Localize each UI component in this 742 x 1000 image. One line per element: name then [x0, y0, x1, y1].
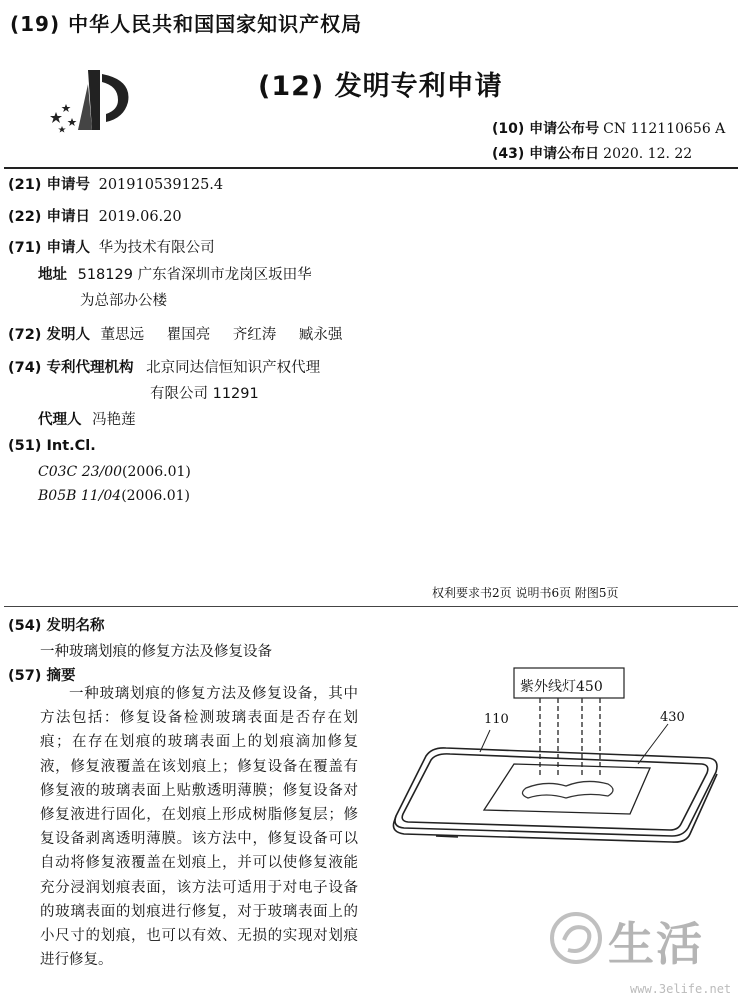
- agent-name: 冯艳莲: [92, 412, 136, 428]
- title-label-row: [8, 614, 104, 635]
- repair-film: [484, 764, 650, 814]
- header-divider: [4, 167, 738, 169]
- filing-date: 2019.06.20: [98, 209, 182, 225]
- title-label: (54) 发明名称: [8, 618, 105, 634]
- section-divider: [4, 606, 738, 607]
- inventors-row: [8, 323, 342, 344]
- device-label-110: 110: [484, 712, 509, 727]
- watermark-url: www.3elife.net: [630, 982, 732, 996]
- applicant-label: (71) 申请人: [8, 240, 90, 256]
- ipc-row-1: [38, 464, 191, 480]
- watermark-text: 生活: [608, 917, 704, 971]
- filing-date-label: (22) 申请日: [8, 209, 90, 225]
- uv-light-rays: [540, 698, 600, 776]
- inventor-4: 臧永强: [298, 327, 343, 343]
- address-line-2: 为总部办公楼: [80, 293, 167, 309]
- agent-label: 代理人: [38, 412, 82, 428]
- leader-430: [638, 724, 668, 764]
- watermark-logo-icon: [548, 910, 604, 966]
- inventor-2: 瞿国亮: [166, 327, 211, 343]
- abstract-text: 一种玻璃划痕的修复方法及修复设备，其中方法包括：修复设备检测玻璃表面是否存在划痕；在存在划痕的玻璃表面上的划痕滴加修复液，修复液覆盖在该划痕上；修复设备在覆盖有修复液的玻璃表面上贴敷透明薄膜；修复设备对修复液进行固化，在划痕上形成树脂修复层；修复设备剥离透明薄膜。该方法中，修复设备可以自动将修复液覆盖在划痕上，并可以使修复液能充分浸润划痕表面，该方法可适用于对电子设备的玻璃表面的划痕进行修复，对于玻璃表面上的小尺寸的划痕，也可以有效、无损的实现对划痕进行修复。: [40, 686, 358, 969]
- filing-date-row: [8, 205, 182, 226]
- document-type-title: (12) 发明专利申请: [258, 71, 503, 102]
- publication-date-label: (43) 申请公布日: [492, 146, 600, 162]
- abstract-label: (57) 摘要: [8, 668, 76, 684]
- publication-date-row: [492, 143, 692, 163]
- invention-title: 一种玻璃划痕的修复方法及修复设备: [40, 644, 272, 660]
- address-label: 地址: [38, 267, 67, 283]
- agency-label: (74) 专利代理机构: [8, 360, 134, 376]
- cnipa-emblem: [48, 66, 140, 134]
- publication-number-row: [492, 118, 725, 138]
- ipc-version-2: (2006.01): [121, 488, 191, 504]
- inventor-3: 齐红涛: [232, 327, 277, 343]
- publication-date: 2020. 12. 22: [603, 146, 693, 162]
- film-label-430: 430: [660, 710, 685, 725]
- ipc-version-1: (2006.01): [122, 464, 191, 480]
- page-count-summary: 权利要求书2页 说明书6页 附图5页: [432, 586, 619, 600]
- applicant-name: 华为技术有限公司: [98, 240, 215, 256]
- agency-line-2: 有限公司 11291: [150, 386, 259, 402]
- intcl-label-text: (51) Int.Cl.: [8, 438, 96, 454]
- office-name: (19) 中华人民共和国国家知识产权局: [10, 12, 363, 36]
- inventor-1: 董思远: [100, 327, 145, 343]
- applicant-row: [8, 236, 215, 257]
- star-icon: [50, 104, 77, 133]
- agency-row: [8, 356, 320, 377]
- ipc-code-2: B05B 11/04: [38, 488, 122, 504]
- agent-row: [38, 408, 136, 429]
- inventors-label: (72) 发明人: [8, 327, 90, 343]
- application-number-label: (21) 申请号: [8, 177, 90, 193]
- uv-lamp-label: 紫外线灯450: [520, 679, 603, 695]
- intcl-label: [8, 438, 96, 454]
- agency-line-1: 北京同达信恒知识产权代理: [146, 360, 321, 376]
- ipc-code-1: C03C 23/00: [38, 464, 123, 480]
- publication-number-label: (10) 申请公布号: [492, 121, 600, 137]
- application-number-row: [8, 173, 223, 194]
- application-number: 201910539125.4: [98, 177, 224, 193]
- address-line-1: 518129 广东省深圳市龙岗区坂田华: [77, 267, 312, 283]
- publication-number: CN 112110656 A: [603, 121, 726, 137]
- ipc-row-2: [38, 488, 190, 504]
- address-row: [38, 263, 312, 284]
- scratch-resin: [522, 781, 613, 798]
